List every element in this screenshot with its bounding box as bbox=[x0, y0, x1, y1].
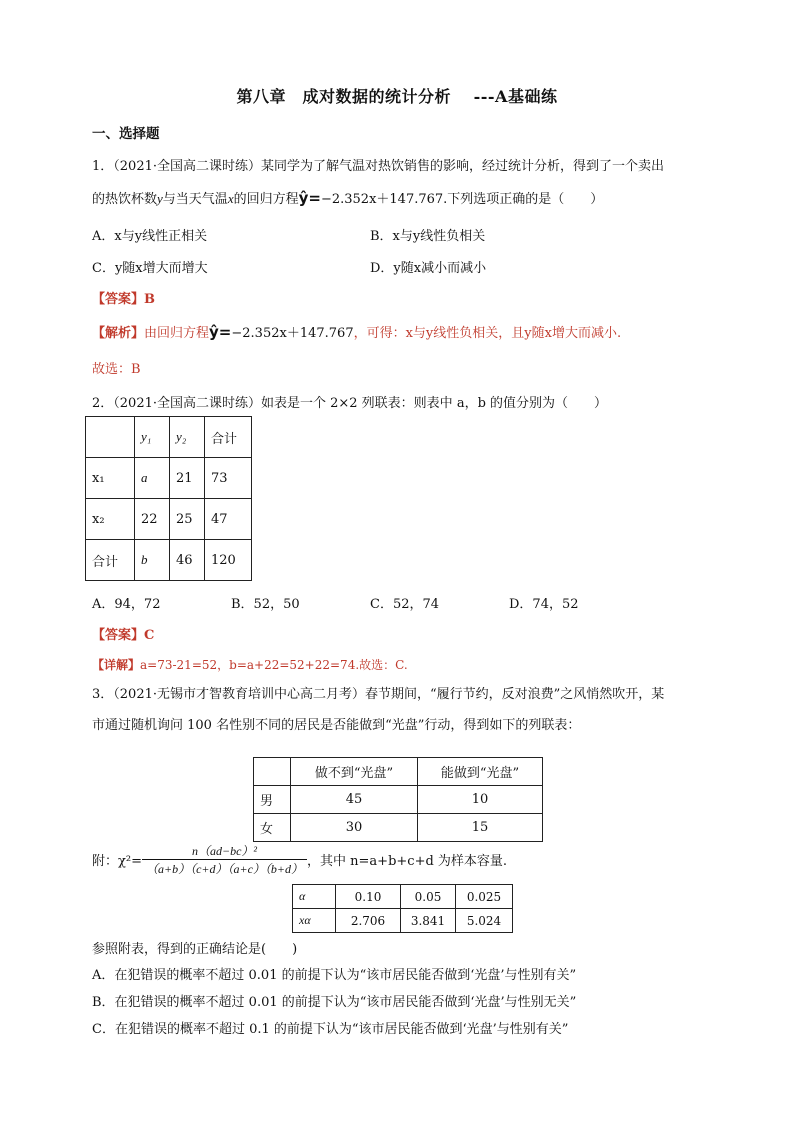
q3-stem-line1: 3．（2021·无锡市才智教育培训中心高二月考）春节期间，“履行节约，反对浪费”之风悄然吹开，某 bbox=[92, 687, 665, 702]
q2-detail bbox=[92, 656, 408, 673]
formula-denominator: （a+b）（c+d）（a+c）（b+d） bbox=[145, 862, 304, 876]
table-cell: 女 bbox=[254, 814, 291, 842]
table-cell: 15 bbox=[418, 814, 543, 842]
regression-equation: −2.352x＋147.767 bbox=[320, 192, 444, 207]
table-cell: 46 bbox=[170, 540, 205, 581]
table-cell: 22 bbox=[135, 499, 170, 540]
table-cell: 3.841 bbox=[401, 909, 456, 933]
q1-stem-line2 bbox=[92, 188, 603, 207]
table-cell: 10 bbox=[418, 786, 543, 814]
table-cell: 5.024 bbox=[456, 909, 513, 933]
table-cell: b bbox=[135, 540, 170, 581]
q1-answer bbox=[92, 288, 155, 307]
answer-value: B bbox=[144, 292, 156, 307]
q1-analysis bbox=[92, 322, 621, 341]
table-cell: 男 bbox=[254, 786, 291, 814]
regression-hat-symbol: ŷ= bbox=[298, 189, 321, 207]
regression-hat-symbol: ŷ= bbox=[209, 323, 232, 341]
table-cell: 21 bbox=[170, 458, 205, 499]
q3-stem-line2: 市通过随机询问 100 名性别不同的居民是否能做到“光盘”行动，得到如下的列联表： bbox=[92, 718, 581, 733]
q3-option-a: A．在犯错误的概率不超过 0.01 的前提下认为“该市居民能否做到‘光盘’与性别有关” bbox=[92, 968, 577, 983]
table-cell: x₁ bbox=[86, 458, 135, 499]
q2-option-d: D．74，52 bbox=[509, 597, 579, 612]
q1-text: 与当天气温 bbox=[162, 192, 228, 207]
q2-option-a: A．94，72 bbox=[92, 597, 161, 612]
analysis-text: 由回归方程 bbox=[144, 326, 210, 341]
var-x: x bbox=[227, 191, 234, 206]
q1-option-a: A．x与y线性正相关 bbox=[92, 229, 208, 244]
table-cell: 做不到“光盘” bbox=[291, 758, 418, 786]
table-cell: 25 bbox=[170, 499, 205, 540]
q1-option-b: B．x与y线性负相关 bbox=[370, 229, 486, 244]
q2-option-c: C．52，74 bbox=[370, 597, 440, 612]
table-cell: xα bbox=[293, 909, 336, 933]
formula-numerator: n（ad−bc）² bbox=[142, 842, 307, 860]
table-cell: 0.025 bbox=[456, 885, 513, 909]
q1-stem-line1: 1．（2021·全国高二课时练）某同学为了解气温对热饮销售的影响，经过统计分析，得到了一个卖出 bbox=[92, 159, 664, 174]
q2-stem: 2．（2021·全国高二课时练）如表是一个 2×2 列联表：则表中 a，b 的值分别为（ ） bbox=[92, 396, 608, 411]
regression-equation: −2.352x＋147.767 bbox=[231, 326, 354, 341]
table-cell: 2.706 bbox=[336, 909, 401, 933]
q2-contingency-table bbox=[85, 416, 252, 581]
formula-tail: ，其中 n=a+b+c+d 为样本容量. bbox=[307, 854, 508, 869]
table-cell: a bbox=[135, 458, 170, 499]
analysis-text: ，可得：x与y线性负相关，且y随x增大而减小. bbox=[353, 326, 622, 341]
table-cell: 0.05 bbox=[401, 885, 456, 909]
answer-tag: 【答案】 bbox=[92, 292, 145, 307]
table-cell: y₂ bbox=[170, 417, 205, 458]
q2-answer bbox=[92, 624, 154, 643]
q1-option-c: C．y随x增大而增大 bbox=[92, 261, 208, 276]
chi-square-formula bbox=[92, 842, 507, 877]
table-cell: 120 bbox=[205, 540, 252, 581]
q1-text: 的热饮杯数 bbox=[92, 192, 158, 207]
formula-label: 附：χ²= bbox=[92, 854, 142, 869]
q1-option-d: D．y随x减小而减小 bbox=[370, 261, 487, 276]
q1-select: 故选：B bbox=[92, 362, 141, 377]
table-cell: 能做到“光盘” bbox=[418, 758, 543, 786]
detail-text: a=73-21=52，b=a+22=52+22=74.故选：C. bbox=[140, 658, 408, 672]
answer-value: C bbox=[144, 628, 155, 643]
q3-option-c: C．在犯错误的概率不超过 0.1 的前提下认为“该市居民能否做到‘光盘’与性别有关” bbox=[92, 1022, 569, 1037]
analysis-tag: 【解析】 bbox=[92, 326, 145, 341]
detail-tag: 【详解】 bbox=[92, 658, 141, 672]
table-cell: y₁ bbox=[135, 417, 170, 458]
table-cell bbox=[254, 758, 291, 786]
table-cell: 0.10 bbox=[336, 885, 401, 909]
q1-text: .下列选项正确的是（ ） bbox=[443, 192, 604, 207]
q3-critical-value-table bbox=[292, 884, 513, 933]
page-title: 第八章 成对数据的统计分析 ---A基础练 bbox=[236, 87, 558, 106]
table-cell: α bbox=[293, 885, 336, 909]
table-cell: 合计 bbox=[205, 417, 252, 458]
table-cell: 73 bbox=[205, 458, 252, 499]
q3-ref-line: 参照附表，得到的正确结论是( ) bbox=[92, 942, 298, 957]
q1-text: 的回归方程 bbox=[233, 192, 299, 207]
q2-option-b: B．52，50 bbox=[231, 597, 300, 612]
var-y: y bbox=[157, 191, 163, 206]
table-cell: x₂ bbox=[86, 499, 135, 540]
answer-tag: 【答案】 bbox=[92, 628, 145, 643]
table-cell bbox=[86, 417, 135, 458]
formula-fraction bbox=[142, 842, 307, 877]
table-cell: 合计 bbox=[86, 540, 135, 581]
section-heading: 一、选择题 bbox=[92, 126, 160, 142]
table-cell: 45 bbox=[291, 786, 418, 814]
table-cell: 30 bbox=[291, 814, 418, 842]
table-cell: 47 bbox=[205, 499, 252, 540]
q3-contingency-table bbox=[253, 757, 543, 842]
q3-option-b: B．在犯错误的概率不超过 0.01 的前提下认为“该市居民能否做到‘光盘’与性别无关” bbox=[92, 995, 577, 1010]
